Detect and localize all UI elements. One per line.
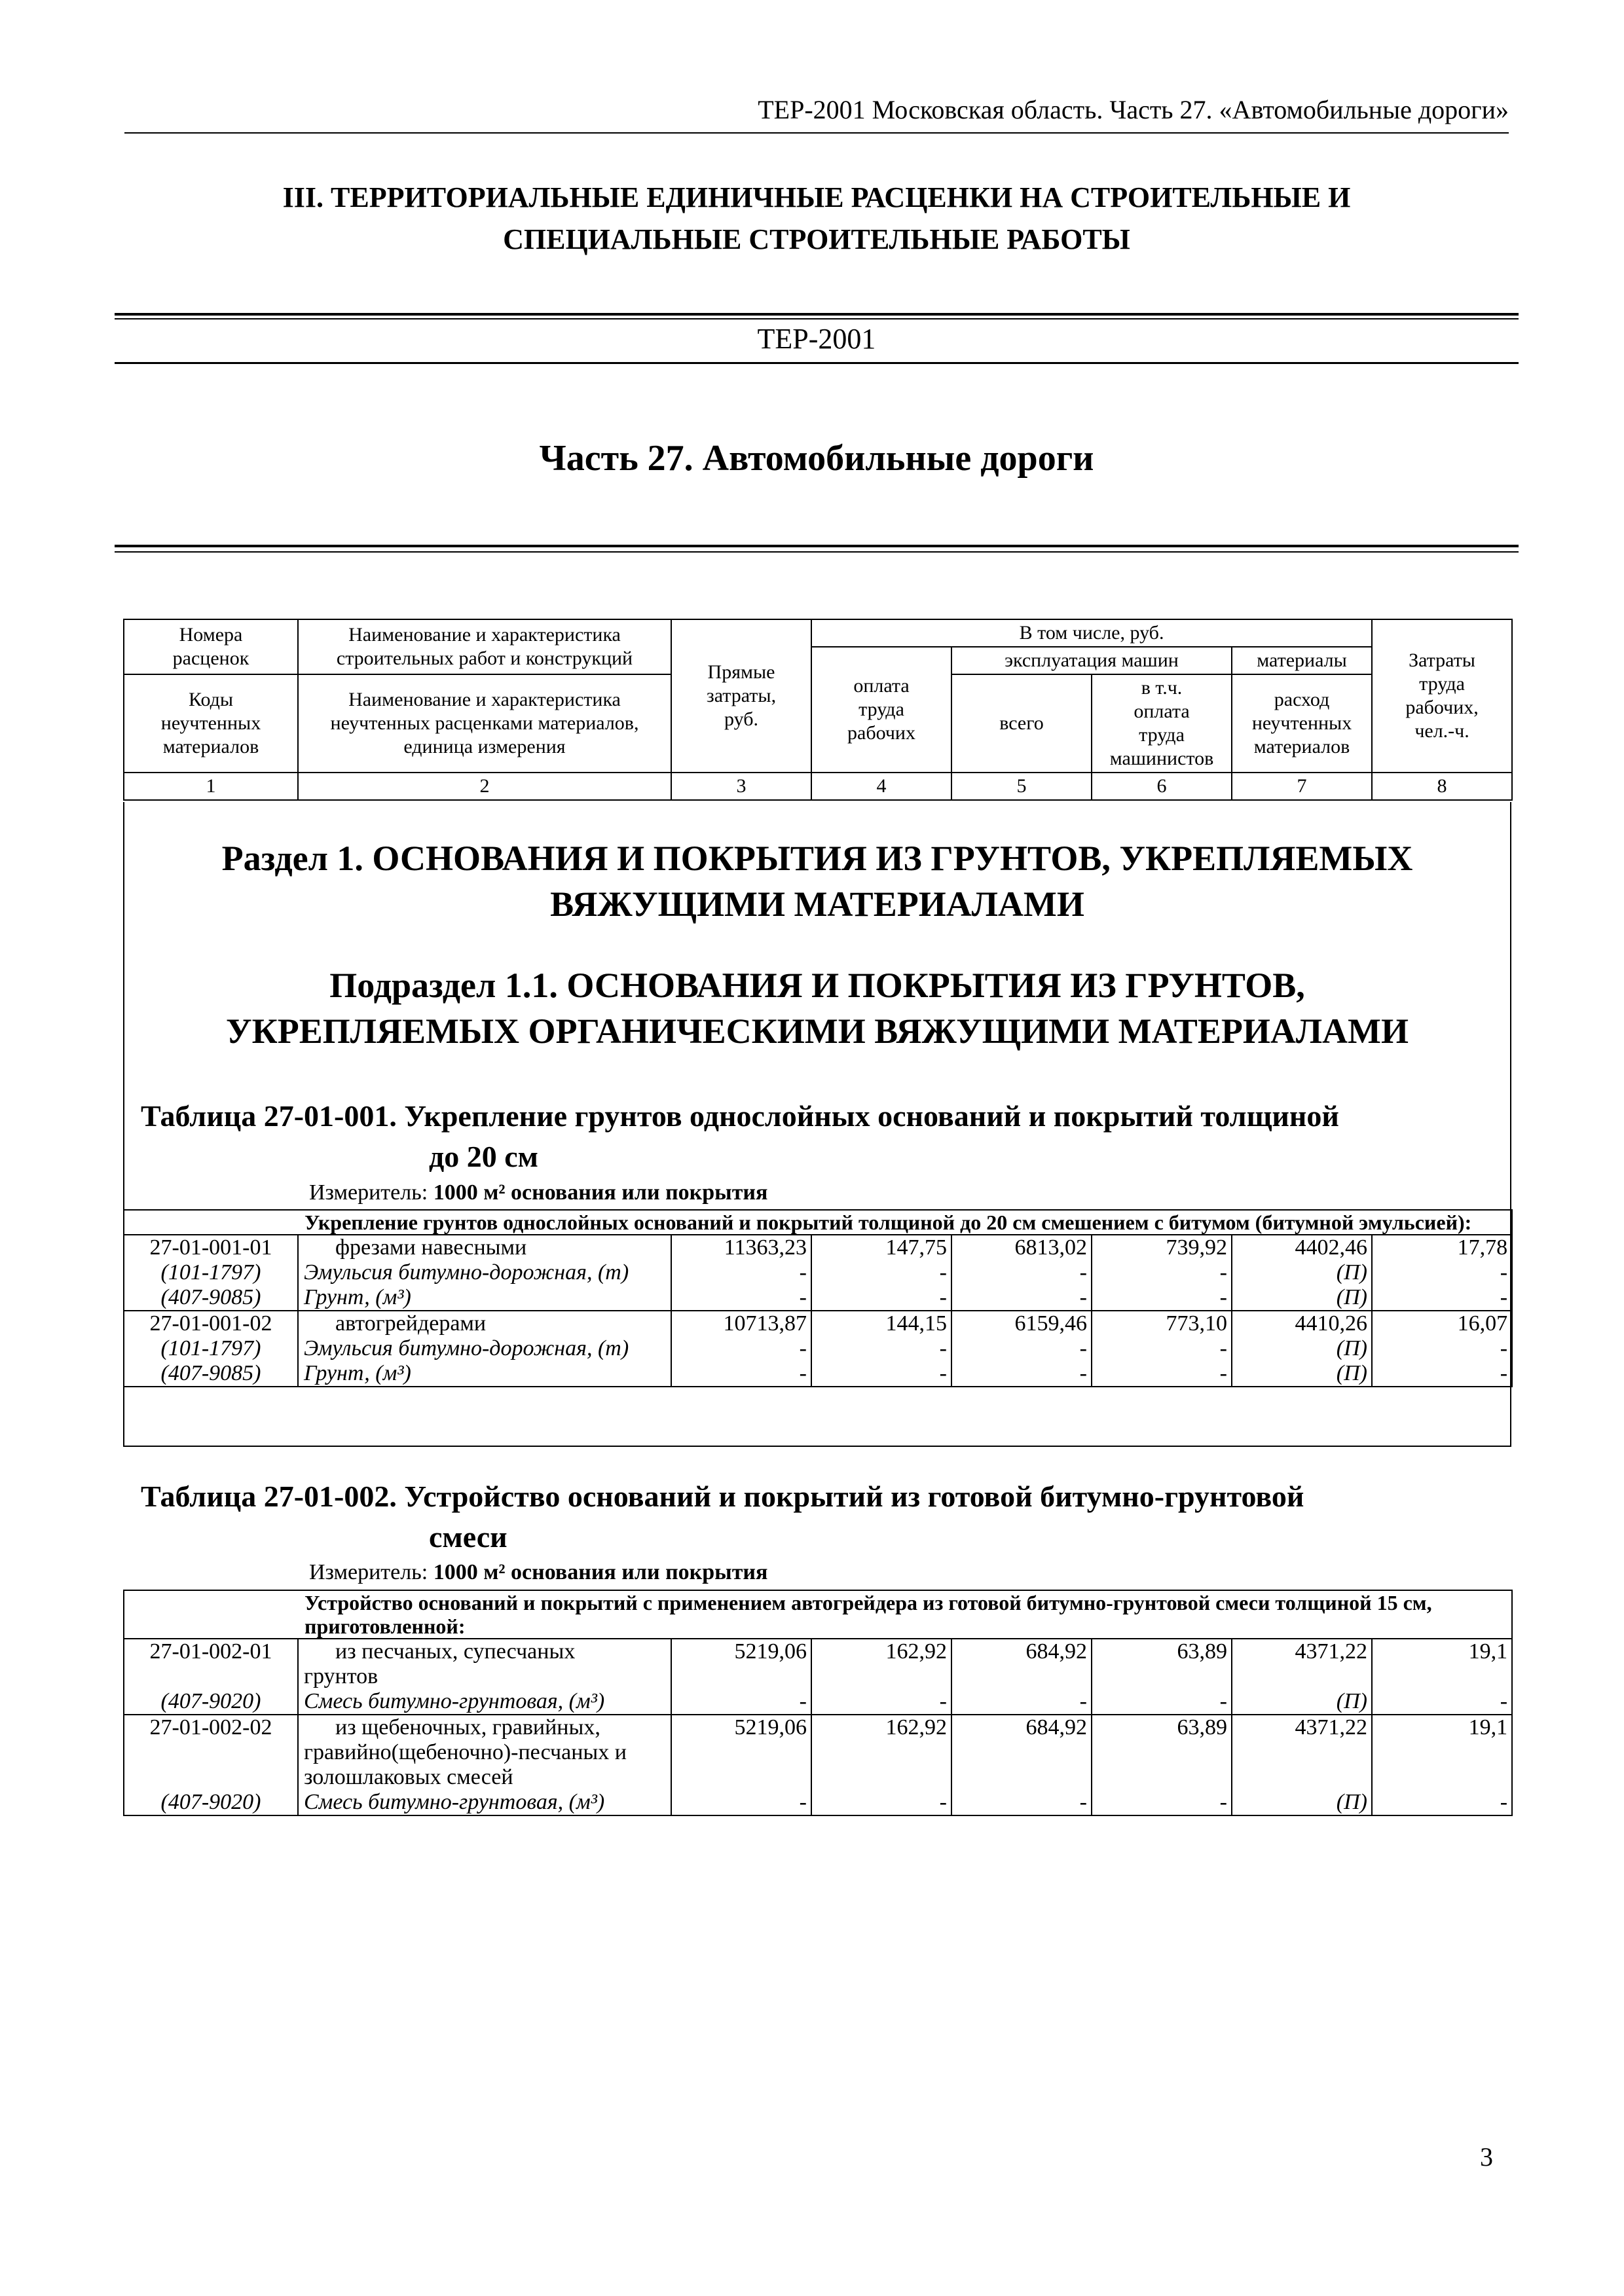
hdr-num-4: 4 [811,773,951,800]
hdr-driver-pay: в т.ч. оплата труда машинистов [1092,674,1232,773]
part-title: Часть 27. Автомобильные дороги [539,438,1094,479]
page-number: 3 [1480,2142,1493,2172]
hdr-num-8: 8 [1372,773,1512,800]
hdr-labor-costs: Затраты труда рабочих, чел.-ч. [1372,619,1512,773]
hdr-materials: материалы [1232,647,1372,674]
hdr-direct-costs: Прямые затраты, руб. [671,619,811,773]
table-row: 27-01-001-01 фрезами навесными 11363,23 147,75 6813,02 739,92 4402,46 17,78 [124,1235,1512,1260]
table2-group-row: Устройство оснований и покрытий с применением автогрейдера из готовой битумно-грунтовой смеси толщиной 15 см, приготовленной: [124,1590,1512,1639]
rule-double-top [115,313,1519,319]
running-header: ТЕР-2001 Московская область. Часть 27. «Автомобильные дороги» [124,90,1509,134]
table2 [123,1590,1513,1816]
hdr-num-3: 3 [671,773,811,800]
table-row: (101-1797) Эмульсия битумно-дорожная, (т) - - - - (П) - [124,1336,1512,1361]
main-title [124,177,1509,261]
hdr-work-name: Наименование и характеристика строительных работ и конструкций [298,619,671,674]
rule-double-bottom [115,545,1519,553]
main-title-line1: III. ТЕРРИТОРИАЛЬНЫЕ ЕДИНИЧНЫЕ РАСЦЕНКИ НА СТРОИТЕЛЬНЫЕ И [282,181,1351,213]
table-row: (407-9085) Грунт, (м³) - - - - (П) - [124,1361,1512,1387]
rule-single [115,362,1519,364]
table-row: 27-01-001-02 автогрейдерами 10713,87 144,15 6159,46 773,10 4410,26 16,07 [124,1311,1512,1336]
table-row: (407-9020) Смесь битумно-грунтовая, (м³) - - - - (П) - [124,1790,1512,1815]
main-title-line2: СПЕЦИАЛЬНЫЕ СТРОИТЕЛЬНЫЕ РАБОТЫ [503,223,1130,255]
table-row: 27-01-002-01 из песчаных, супесчаных грунтов 5219,06 162,92 684,92 63,89 4371,22 19,1 [124,1639,1512,1689]
table1-group-row: Укрепление грунтов однослойных оснований и покрытий толщиной до 20 см смешением с битумом (битумной эмульсией): [124,1210,1512,1235]
table2-title: Таблица 27-01-002. Устройство оснований и покрытий из готовой битумно-грунтовой смеси [141,1480,1304,1554]
ter-label: ТЕР-2001 [757,323,876,355]
table1 [123,1209,1513,1387]
column-header-table [123,619,1513,801]
table-row: 27-01-002-02 из щебеночных, гравийных, гравийно(щебеночно)-песчаных и золошлаковых смесей 5219,06 162,92 684,92 63,89 4371,22 19,1 [124,1715,1512,1790]
hdr-num-1: 1 [124,773,298,800]
table1-meter: Измеритель: 1000 м² основания или покрытия [309,1180,768,1205]
table1-title: Таблица 27-01-001. Укрепление грунтов однослойных оснований и покрытий толщиной до 20 см [141,1099,1339,1173]
hdr-num-6: 6 [1092,773,1232,800]
hdr-including: В том числе, руб. [811,619,1372,647]
section-title: Раздел 1. ОСНОВАНИЯ И ПОКРЫТИЯ ИЗ ГРУНТОВ, УКРЕПЛЯЕМЫХ ВЯЖУЩИМИ МАТЕРИАЛАМИ [221,839,1413,924]
subsection-title: Подраздел 1.1. ОСНОВАНИЯ И ПОКРЫТИЯ ИЗ ГРУНТОВ, УКРЕПЛЯЕМЫХ ОРГАНИЧЕСКИМИ ВЯЖУЩИМИ МАТЕРИАЛАМИ [225,966,1409,1051]
table-row: (407-9085) Грунт, (м³) - - - - (П) - [124,1285,1512,1311]
hdr-num-5: 5 [951,773,1092,800]
hdr-labor-pay: оплата труда рабочих [811,647,951,773]
hdr-num-7: 7 [1232,773,1372,800]
hdr-material-codes: Коды неучтенных материалов [124,674,298,773]
table-row: (407-9020) Смесь битумно-грунтовая, (м³) - - - - (П) - [124,1689,1512,1715]
table-row: (101-1797) Эмульсия битумно-дорожная, (т) - - - - (П) - [124,1260,1512,1285]
hdr-machines: эксплуатация машин [951,647,1232,674]
table2-meter: Измеритель: 1000 м² основания или покрытия [309,1560,768,1584]
hdr-rate-numbers: Номера расценок [124,619,298,674]
hdr-num-2: 2 [298,773,671,800]
hdr-material-use: расход неучтенных материалов [1232,674,1372,773]
hdr-machines-total: всего [951,674,1092,773]
hdr-material-names: Наименование и характеристика неучтенных расценками материалов, единица измерения [298,674,671,773]
